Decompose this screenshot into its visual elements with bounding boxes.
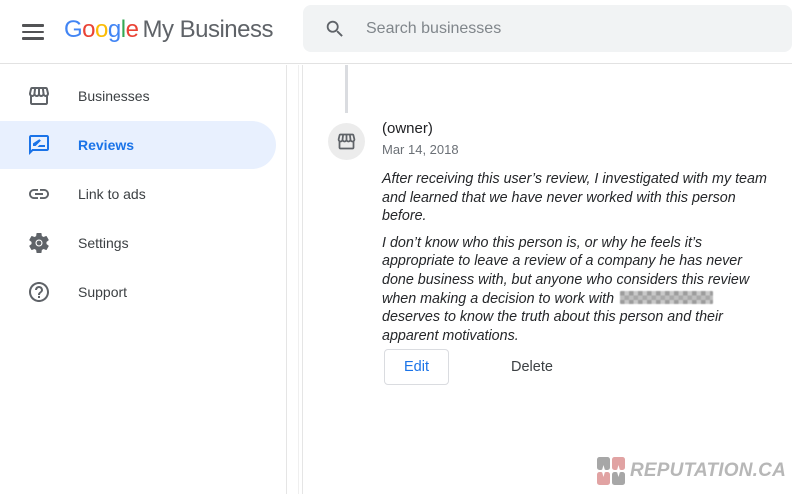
link-icon <box>27 182 51 206</box>
reputation-ca-watermark <box>597 457 786 485</box>
reply-paragraph-2: I don’t know who this person is, or why he feels it’s appropriate to leave a review of a company he has never done business with, but anyone who considers this review when making a decision to work with deserves to know the truth about this person and their apparent motivations. <box>382 234 750 344</box>
sidebar-item-label: Reviews <box>78 137 135 153</box>
redacted-business-name <box>620 291 713 304</box>
sidebar-item-label: Support <box>78 284 128 300</box>
help-icon <box>27 280 51 304</box>
google-my-business-logo[interactable] <box>64 16 273 44</box>
rate-review-icon <box>27 133 51 157</box>
top-app-bar <box>0 0 792 64</box>
hamburger-menu-icon[interactable] <box>22 20 48 44</box>
content-divider <box>302 65 303 494</box>
sidebar-nav <box>0 65 286 494</box>
reply-paragraph-1: After receiving this user’s review, I investigated with my team and learned that we have never worked with this person before. <box>382 171 767 225</box>
sidebar-item-businesses[interactable] <box>0 72 286 120</box>
reputation-ca-logo-icon <box>597 457 625 485</box>
logo-letter: e <box>125 16 139 43</box>
logo-letter: g <box>107 16 121 43</box>
sidebar-item-reviews[interactable] <box>0 121 276 169</box>
sidebar-item-label: Link to ads <box>78 186 146 202</box>
sidebar-item-settings[interactable] <box>0 219 286 267</box>
sidebar-item-link-to-ads[interactable] <box>0 170 286 218</box>
sidebar-item-label: Settings <box>78 235 129 251</box>
logo-letter: o <box>82 16 96 43</box>
search-bar[interactable] <box>303 5 792 52</box>
logo-letter: l <box>120 16 126 43</box>
watermark-text: REPUTATION.CA <box>629 460 786 481</box>
owner-reply-text <box>382 170 774 345</box>
sidebar-item-label: Businesses <box>78 88 150 104</box>
logo-letter: G <box>64 16 83 43</box>
content-divider-inner <box>298 65 299 494</box>
reply-author: (owner) <box>382 120 433 137</box>
logo-product-name: My Business <box>142 16 273 43</box>
delete-button[interactable]: Delete <box>495 349 569 385</box>
storefront-icon <box>336 131 357 152</box>
logo-letter: o <box>95 16 108 43</box>
settings-icon <box>27 231 51 255</box>
reply-actions <box>384 349 569 385</box>
search-input[interactable] <box>366 20 792 38</box>
sidebar-item-support[interactable] <box>0 268 286 316</box>
sidebar-divider <box>286 65 287 494</box>
thread-connector-line <box>345 65 348 113</box>
search-icon <box>324 18 346 40</box>
owner-avatar <box>328 123 365 160</box>
reply-date: Mar 14, 2018 <box>382 142 459 157</box>
edit-button[interactable]: Edit <box>384 349 449 385</box>
storefront-icon <box>27 84 51 108</box>
